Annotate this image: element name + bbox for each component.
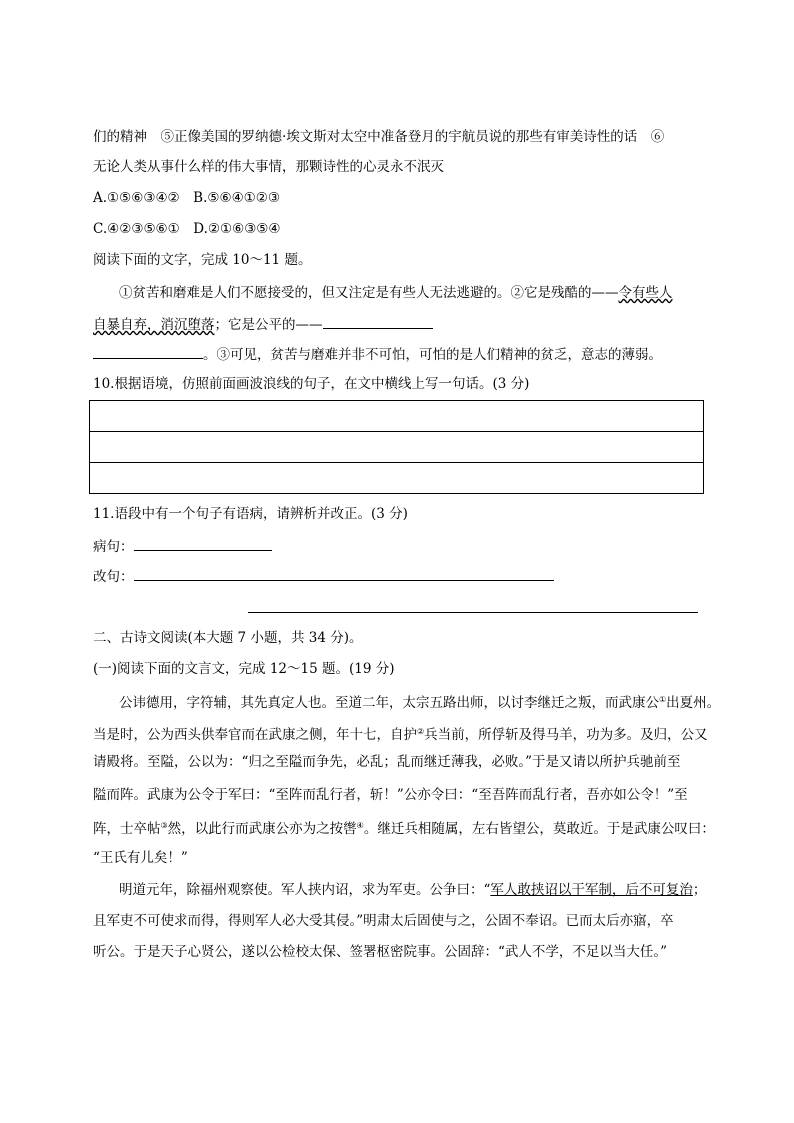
- classical-line-6: “王氏有儿矣！”: [93, 850, 188, 866]
- passage-intro: 阅读下面的文字，完成 10～11 题。: [93, 252, 312, 268]
- classical-p2-line-2: 且军吏不可使求而得，得则军人必大受其侵。”明肃太后固使与之，公固不奉诏。已而太后亦寤，卒: [93, 913, 674, 929]
- gai-answer-line-2[interactable]: [248, 612, 698, 613]
- classical-line-4: 隘而阵。武康为公令于军曰：“至阵而乱行者，斩！”公亦令曰：“至吾阵而乱行者，吾亦如公令！”至: [93, 787, 688, 803]
- section-2-heading: 二、古诗文阅读(本大题 7 小题，共 34 分)。: [93, 630, 363, 646]
- classical-line-5: 阵，士卒帖③然，以此行而武康公亦为之按辔④。继迁兵相随属，左右皆望公，莫敢近。于是武康公叹曰：: [93, 821, 715, 837]
- passage-line-3: 。③可见，贫苦与磨难并非不可怕，可怕的是人们精神的贫乏，意志的薄弱。: [93, 345, 662, 364]
- gai-answer-line[interactable]: [134, 567, 554, 581]
- section-2-subheading: (一)阅读下面的文言文，完成 12～15 题。(19 分): [93, 661, 395, 677]
- q10-text: 10.根据语境，仿照前面画波浪线的句子，在文中横线上写一句话。(3 分): [93, 376, 530, 392]
- q9-options-row-1: A.①⑤⑥③④② B.⑤⑥④①②③: [93, 190, 280, 206]
- classical-line-1: 公讳德用，字符辅，其先真定人也。至道二年，太宗五路出师，以讨李继迁之叛，而武康公①出夏州。: [119, 695, 721, 711]
- classical-line-2: 当是时，公为西头供奉官而在武康之侧，年十七，自护②兵当前，所俘斩及得马羊，功为多。及归，公又: [93, 727, 708, 743]
- classical-p2-line-1: 明道元年，除福州观察使。军人挟内诏，求为军吏。公争曰：“军人敢挟诏以干军制，后不可复治；: [119, 882, 707, 898]
- answer-row[interactable]: [90, 463, 703, 493]
- passage-line-1: ①贫苦和磨难是人们不愿接受的，但又注定是有些人无法逃避的。②它是残酷的——令有些人: [119, 285, 673, 301]
- q9-line-1: 们的精神 ⑤正像美国的罗纳德·埃文斯对太空中准备登月的宇航员说的那些有审美诗性的话 ⑥: [93, 129, 665, 145]
- q11-bing-row: 病句：: [93, 537, 272, 556]
- q10-answer-box[interactable]: [89, 400, 704, 494]
- bing-answer-line[interactable]: [134, 537, 272, 551]
- classical-p2-line-3: 听公。于是天子心贤公，遂以公检校太保、签署枢密院事。公固辞：“武人不学，不足以当大任。”: [93, 944, 668, 960]
- answer-row[interactable]: [90, 401, 703, 432]
- answer-row[interactable]: [90, 432, 703, 463]
- passage-line-2: 自暴自弃，消沉堕落；它是公平的——: [93, 315, 433, 334]
- classical-line-3: 请殿将。至隘，公以为：“归之至隘而争先，必乱；乱而继迁薄我，必败。”于是又请以所护兵驰前至: [93, 754, 681, 770]
- q11-gai-row: 改句：: [93, 567, 554, 586]
- q11-text: 11.语段中有一个句子有语病，请辨析并改正。(3 分): [93, 506, 408, 522]
- q9-options-row-2: C.④②③⑤⑥① D.②①⑥③⑤④: [93, 221, 281, 237]
- fill-blank-1b[interactable]: [93, 345, 203, 359]
- q9-line-2: 无论人类从事什么样的伟大事情，那颗诗性的心灵永不泯灭: [93, 159, 444, 175]
- fill-blank-1a[interactable]: [323, 315, 433, 329]
